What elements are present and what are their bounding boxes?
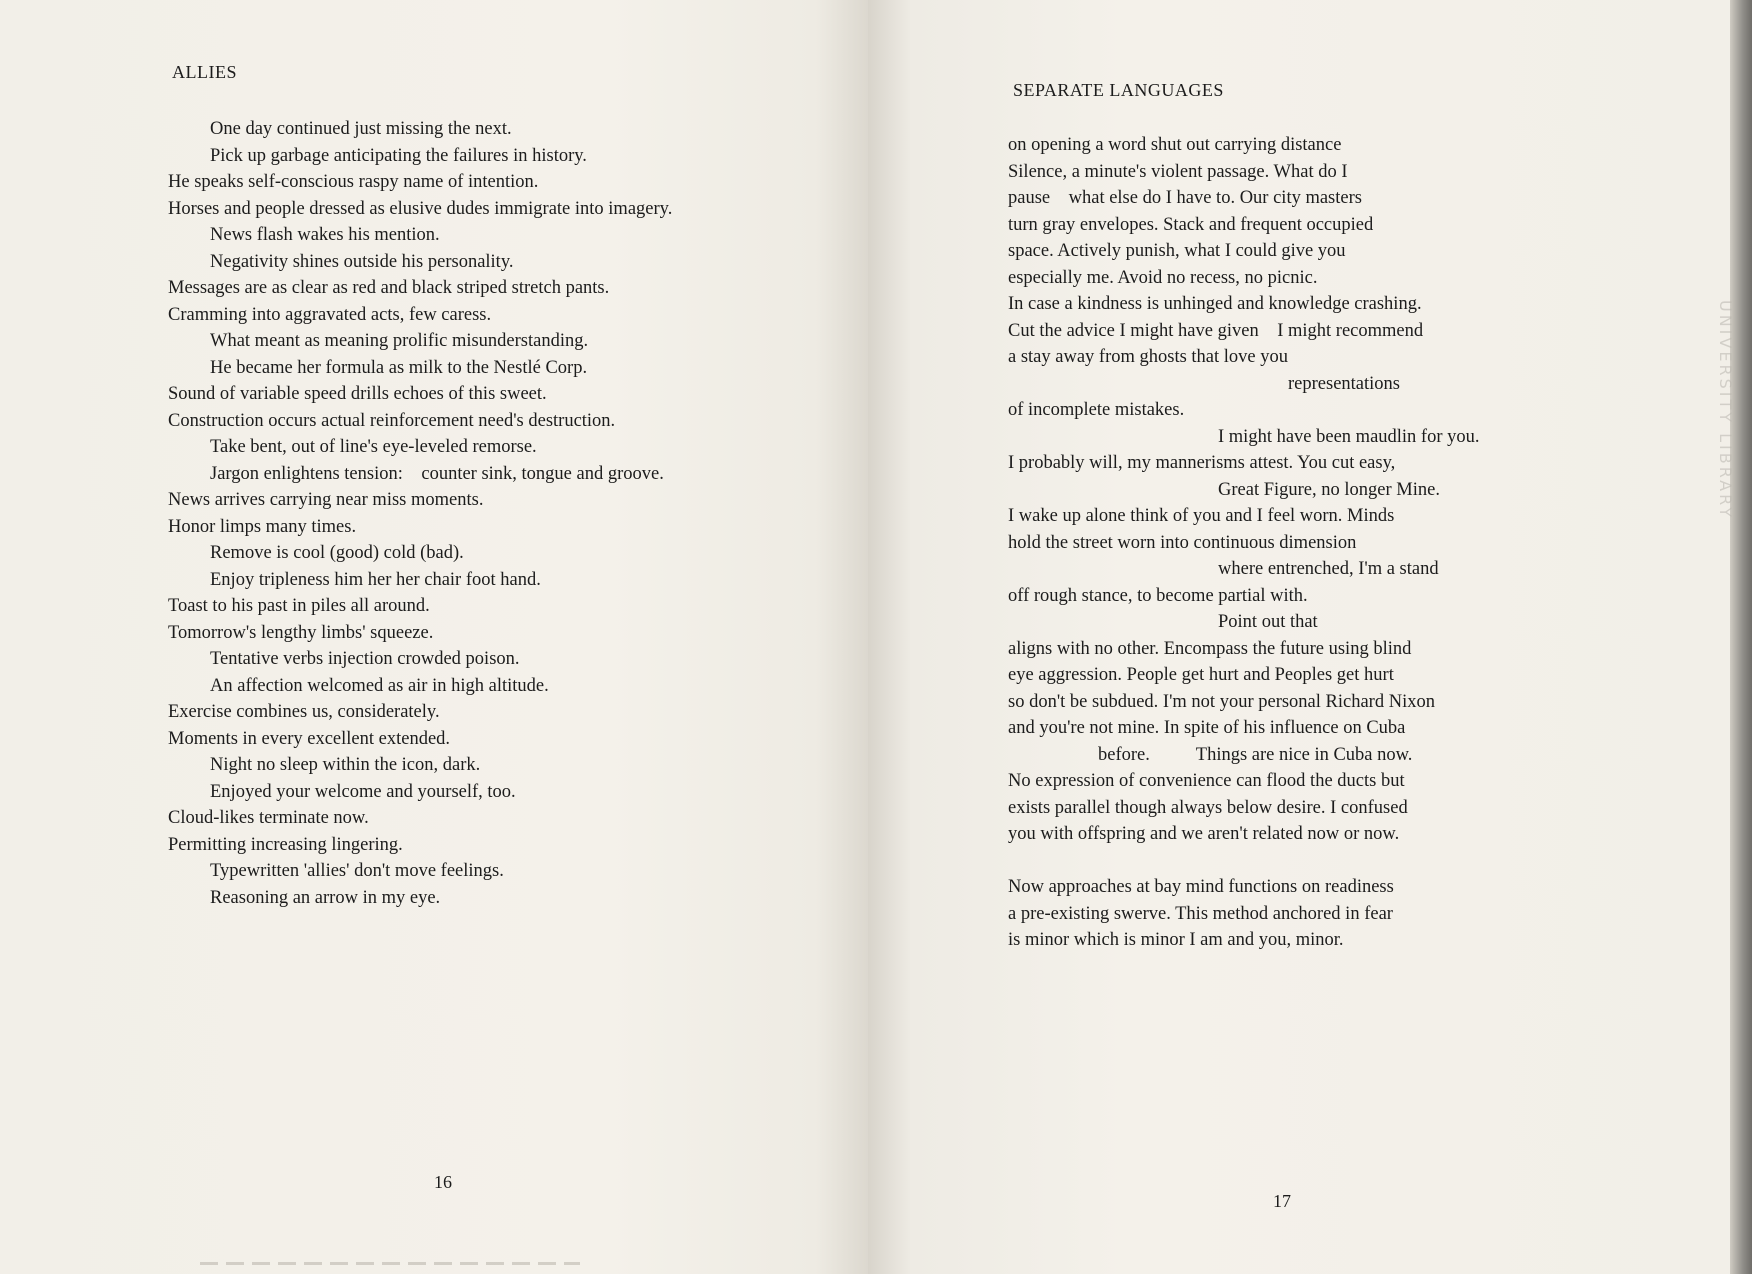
book-edge [1730,0,1752,1274]
poem-line: News arrives carrying near miss moments. [168,490,484,510]
poem-line: Great Figure, no longer Mine. [1218,479,1440,500]
poem-line: space. Actively punish, what I could give you [1008,241,1346,261]
poem-body-separate-languages [1008,132,1480,954]
poem-line: Reasoning an arrow in my eye. [210,887,441,908]
left-page [0,0,868,1274]
poem-line: is minor which is minor I am and you, minor. [1008,930,1344,950]
poem-line: One day continued just missing the next. [210,119,512,139]
poem-line: Permitting increasing lingering. [168,834,403,855]
poem-title-separate-languages: SEPARATE LANGUAGES [1013,80,1224,100]
poem-line: off rough stance, to become partial with. [1008,585,1308,606]
poem-line: What meant as meaning prolific misunderstanding. [210,331,589,351]
page-edge-trace [200,1262,580,1265]
poem-line: Typewritten 'allies' don't move feelings. [210,861,504,881]
poem-line: you with offspring and we aren't related now or now. [1008,824,1400,844]
poem-line: Messages are as clear as red and black striped stretch pants. [168,278,610,298]
poem-line: He speaks self-conscious raspy name of intention. [168,172,539,192]
library-stamp: UNIVERSITY LIBRARY [1716,300,1735,520]
poem-line: Cut the advice I might have given I might recommend [1008,320,1424,341]
poem-line: In case a kindness is unhinged and knowledge crashing. [1008,294,1422,314]
poem-line: Cloud-likes terminate now. [168,808,369,828]
poem-line: No expression of convenience can flood the ducts but [1008,771,1405,791]
poem-line: where entrenched, I'm a stand [1218,559,1439,579]
poem-line: Take bent, out of line's eye-leveled remorse. [210,437,537,457]
poem-line: aligns with no other. Encompass the future using blind [1008,638,1412,659]
poem-line: Jargon enlightens tension: counter sink, tongue and groove. [210,463,664,484]
poem-line: representations [1288,373,1400,394]
poem-line: I might have been maudlin for you. [1218,426,1480,447]
poem-line: Pick up garbage anticipating the failures in history. [210,145,587,166]
poem-line: Now approaches at bay mind functions on readiness [1008,877,1394,897]
poem-line: News flash wakes his mention. [210,225,440,245]
poem-line [1008,848,1480,875]
poem-line: before. Things are nice in Cuba now. [1098,744,1413,765]
poem-line: of incomplete mistakes. [1008,400,1185,420]
poem-line: on opening a word shut out carrying distance [1008,135,1342,155]
poem-line: exists parallel though always below desire. I confused [1008,797,1408,818]
poem-line: I wake up alone think of you and I feel worn. Minds [1008,506,1395,526]
page-number-left: 16 [434,1172,452,1192]
poem-line: Tomorrow's lengthy limbs' squeeze. [168,622,434,643]
poem-line: Point out that [1218,612,1318,632]
poem-line: pause what else do I have to. Our city masters [1008,188,1362,208]
poem-line: eye aggression. People get hurt and Peoples get hurt [1008,665,1394,685]
right-page [868,0,1730,1274]
poem-line: especially me. Avoid no recess, no picnic. [1008,267,1318,288]
poem-line: Cramming into aggravated acts, few caress. [168,304,492,325]
poem-line: Enjoyed your welcome and yourself, too. [210,781,516,802]
poem-line: and you're not mine. In spite of his influence on Cuba [1008,718,1406,738]
poem-line: Enjoy tripleness him her her chair foot hand. [210,569,541,590]
poem-line: Remove is cool (good) cold (bad). [210,543,464,563]
poem-line: Night no sleep within the icon, dark. [210,755,481,775]
poem-body-allies [168,116,672,911]
poem-line: a pre-existing swerve. This method anchored in fear [1008,903,1393,924]
poem-line: hold the street worn into continuous dimension [1008,532,1357,553]
poem-line: An affection welcomed as air in high altitude. [210,675,549,696]
poem-line: Honor limps many times. [168,516,357,537]
poem-line: turn gray envelopes. Stack and frequent occupied [1008,214,1374,235]
poem-line: Silence, a minute's violent passage. What do I [1008,161,1348,182]
poem-line: a stay away from ghosts that love you [1008,347,1289,367]
poem-line: Toast to his past in piles all around. [168,596,430,616]
poem-line: I probably will, my mannerisms attest. You cut easy, [1008,453,1396,473]
poem-line: Tentative verbs injection crowded poison. [210,649,520,669]
poem-line: He became her formula as milk to the Nestlé Corp. [210,357,588,378]
poem-title-allies: ALLIES [172,62,237,82]
poem-line: Sound of variable speed drills echoes of this sweet. [168,384,547,404]
poem-line: Negativity shines outside his personality. [210,251,514,272]
poem-line: Horses and people dressed as elusive dudes immigrate into imagery. [168,198,673,219]
poem-line: Exercise combines us, considerately. [168,702,440,722]
poem-line: so don't be subdued. I'm not your personal Richard Nixon [1008,691,1435,712]
page-number-right: 17 [1273,1191,1291,1211]
poem-line: Moments in every excellent extended. [168,728,451,749]
poem-line: Construction occurs actual reinforcement need's destruction. [168,410,616,431]
